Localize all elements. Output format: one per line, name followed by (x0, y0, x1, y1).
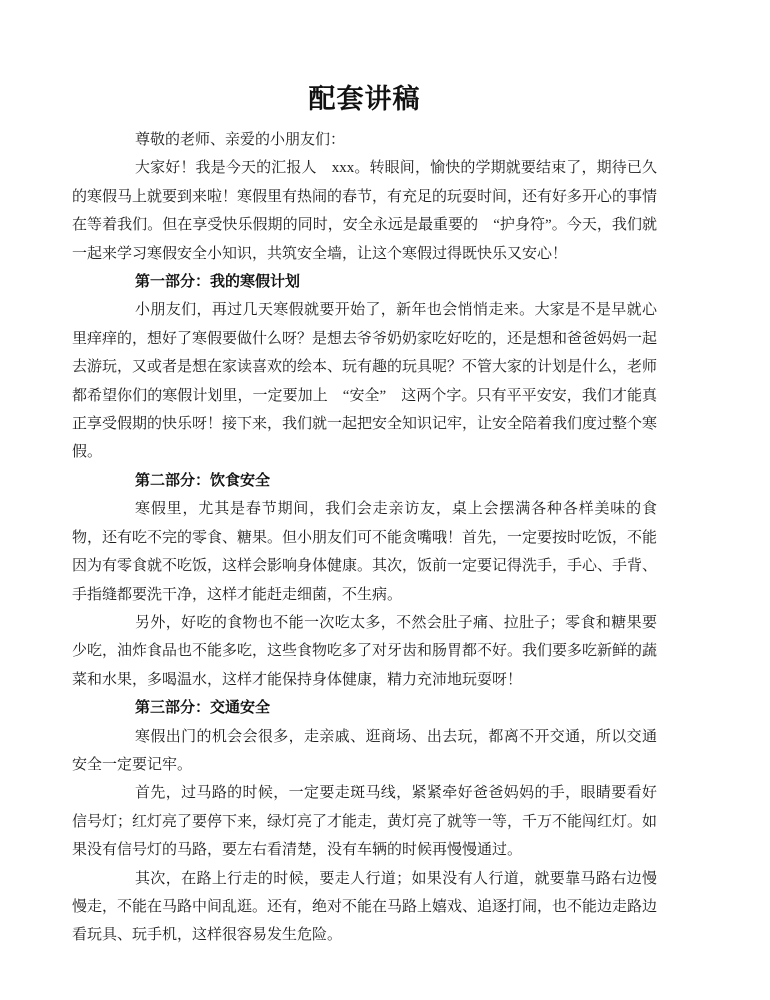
paragraph: 寒假里，尤其是春节期间，我们会走亲访友，桌上会摆满各种各样美味的食物，还有吃不完的零食、糖果。但小朋友们可不能贪嘴哦！首先，一定要按时吃饭，不能因为有零食就不吃饭，这样会影响身体健康。其次，饭前一定要记得洗手，手心、手背、手指缝都要洗干净，这样才能赶走细菌，不生病。 (72, 501, 658, 603)
paragraph: 大家好！我是今天的汇报人 xxx。转眼间，愉快的学期就要结束了，期待已久的寒假马上就要到来啦！寒假里有热闹的春节，有充足的玩耍时间，还有好多开心的事情在等着我们。但在享受快乐假期的同时，安全永远是最重要的 “护身符”。今天，我们就一起来学习寒假安全小知识，共筑安全墙，让这个寒假过得既快乐又安心！ (72, 160, 658, 262)
paragraph: 小朋友们，再过几天寒假就要开始了，新年也会悄悄走来。大家是不是早就心里痒痒的，想好了寒假要做什么呀？是想去爷爷奶奶家吃好吃的，还是想和爸爸妈妈一起去游玩，又或者是想在家读喜欢的绘本、玩有趣的玩具呢？不管大家的计划是什么，老师都希望你们的寒假计划里，一定要加上 “安全” 这两个字。只有平平安安，我们才能真正享受假期的快乐呀！接下来，我们就一起把安全知识记牢，让安全陪着我们度过整个寒假。 (72, 302, 658, 461)
section-heading: 第二部分：饮食安全 (135, 472, 271, 489)
document-body (72, 126, 657, 950)
paragraph: 其次，在路上行走的时候，要走人行道；如果没有人行道，就要靠马路右边慢慢走，不能在马路中间乱逛。还有，绝对不能在马路上嬉戏、追逐打闹，也不能边走路边看玩具、玩手机，这样很容易发生危险。 (72, 870, 658, 944)
paragraph: 另外，好吃的食物也不能一次吃太多，不然会肚子痛、拉肚子；零食和糖果要少吃，油炸食品也不能多吃，这些食物吃多了对牙齿和肠胃都不好。我们要多吃新鲜的蔬菜和水果，多喝温水，这样才能保持身体健康，精力充沛地玩耍呀！ (72, 614, 658, 688)
section-heading: 第三部分：交通安全 (135, 700, 271, 717)
paragraph: 首先，过马路的时候，一定要走斑马线，紧紧牵好爸爸妈妈的手，眼睛要看好信号灯；红灯亮了要停下来，绿灯亮了才能走，黄灯亮了就等一等，千万不能闯红灯。如果没有信号灯的马路，要左右看清楚，没有车辆的时候再慢慢通过。 (72, 785, 658, 859)
paragraph: 寒假出门的机会会很多，走亲戚、逛商场、出去玩，都离不开交通，所以交通安全一定要记牢。 (72, 728, 657, 773)
paragraph: 尊敬的老师、亲爱的小朋友们： (135, 132, 346, 148)
document-title: 配套讲稿 (308, 84, 421, 114)
section-heading: 第一部分：我的寒假计划 (135, 274, 301, 291)
